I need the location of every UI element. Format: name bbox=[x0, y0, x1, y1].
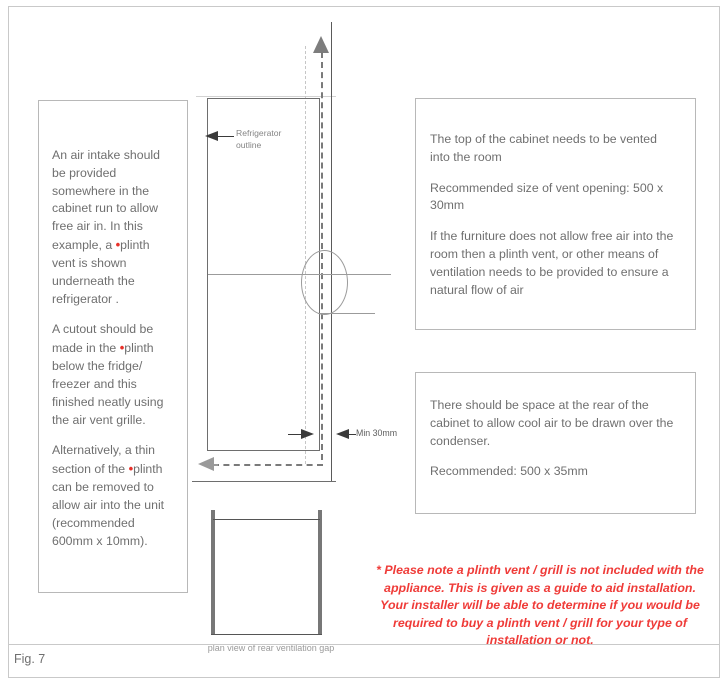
plan-front-line bbox=[211, 634, 322, 635]
plinth-vent-warning-note: * Please note a plinth vent / grill is not included with the appliance. This is given as a guide to aid installation. Your installer will be able to determine if you would be required to buy a plinth vent / grill for your type of installation or not. bbox=[376, 563, 704, 648]
mid-right-paragraph-1: There should be space at the rear of the cabinet to allow cool air to be drawn over the condenser. bbox=[430, 398, 674, 448]
left-p3-pre: Alternatively, a thin section of the bbox=[52, 443, 155, 477]
min-gap-label: Min 30mm bbox=[356, 428, 398, 438]
red-asterisk-icon: • bbox=[119, 340, 125, 356]
plan-left-wall bbox=[211, 510, 215, 635]
left-p2-post: plinth below the fridge/ freezer and this finished neatly using the air vent grille. bbox=[52, 341, 164, 427]
left-p1-post: plinth vent is shown underneath the refrigerator . bbox=[52, 238, 150, 306]
red-asterisk-icon: • bbox=[115, 237, 121, 253]
top-right-paragraph-2: Recommended size of vent opening: 500 x 30mm bbox=[430, 180, 664, 213]
left-p1-pre: An air intake should be provided somewhere in the cabinet run to allow free air in. In this example, a bbox=[52, 148, 161, 253]
refrigerator-outline-label: Refrigerator outline bbox=[236, 128, 282, 150]
left-p3-post: plinth can be removed to allow air into the unit (recommended 600mm x 10mm). bbox=[52, 462, 165, 548]
figure-label: Fig. 7 bbox=[14, 652, 46, 666]
mid-right-paragraph-2: Recommended: 500 x 35mm bbox=[430, 464, 588, 479]
top-right-paragraph-3: If the furniture does not allow free air into the room then a plinth vent, or other means of ventilation needs to be provided to ensure a natural flow of air bbox=[430, 229, 674, 297]
left-p2-pre: A cutout should be made in the bbox=[52, 322, 154, 356]
figure-caption-divider bbox=[9, 644, 719, 645]
top-right-paragraph-1: The top of the cabinet needs to be vented into the room bbox=[430, 132, 657, 164]
plan-view-caption: plan view of rear ventilation gap bbox=[207, 643, 335, 653]
plan-right-wall bbox=[318, 510, 322, 635]
red-asterisk-icon: • bbox=[128, 461, 134, 477]
plan-rear-line bbox=[213, 519, 320, 520]
